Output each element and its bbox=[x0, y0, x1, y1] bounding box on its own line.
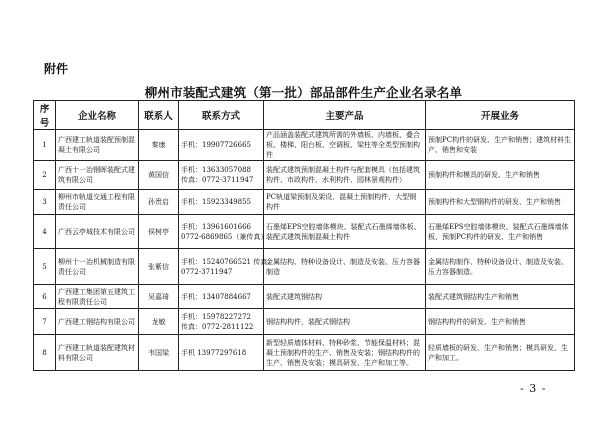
company-name: 广西建工集团第五建筑工程有限责任公司 bbox=[56, 285, 139, 309]
business-scope: 石墨烯EPS空腔墙体模块、装配式石墨烯墙体板、预制PC构件的研发、生产和销售 bbox=[426, 215, 575, 249]
contact-info bbox=[179, 190, 264, 215]
contact-line: 手机：15923349855 bbox=[181, 198, 251, 206]
main-products: 装配式建筑钢结构 bbox=[264, 285, 426, 309]
row-number: 3 bbox=[34, 190, 56, 215]
business-scope: 预制构件和大型钢构件的研发、生产和销售 bbox=[426, 190, 575, 215]
table-header-row bbox=[34, 101, 575, 130]
company-name: 柳州十一冶机械制造有限责任公司 bbox=[56, 249, 139, 285]
table-row bbox=[34, 249, 575, 285]
contact-info bbox=[179, 130, 264, 161]
contact-line: 手机 13977297618 bbox=[181, 348, 247, 357]
business-scope: 预制PC构件的研发、生产和销售；建筑材料生产、销售和安装 bbox=[426, 130, 575, 161]
contact-line: 手机：13407884667 bbox=[181, 292, 251, 301]
contact-line: 0772-6869865（兼传真） bbox=[181, 232, 268, 241]
row-number: 6 bbox=[34, 285, 56, 309]
row-number: 7 bbox=[34, 309, 56, 335]
table-row bbox=[34, 161, 575, 190]
contact-info bbox=[179, 335, 264, 371]
row-number: 4 bbox=[34, 215, 56, 249]
contact-person: 侯树亭 bbox=[139, 215, 179, 249]
header-no: 序号 bbox=[34, 101, 56, 130]
header-person: 联系人 bbox=[139, 101, 179, 130]
header-contact: 联系方式 bbox=[179, 101, 264, 130]
attachment-label: 附件 bbox=[44, 62, 69, 76]
header-products: 主要产品 bbox=[264, 101, 426, 130]
business-scope: 装配式建筑钢结构生产和销售 bbox=[426, 285, 575, 309]
main-products: 钢结构构件，装配式钢结构 bbox=[264, 309, 426, 335]
company-name: 广西建工轨道装配预制混凝土有限公司 bbox=[56, 130, 139, 161]
contact-line: 手机：13633057088 bbox=[181, 166, 251, 174]
contact-line: 传真：0772-2811122 bbox=[181, 322, 254, 331]
company-name: 广西建工轨道装配建筑材料有限公司 bbox=[56, 335, 139, 371]
contact-line: 手机：15240766521 传真： bbox=[181, 257, 275, 266]
contact-info bbox=[179, 309, 264, 335]
business-scope: 轻质墙板的研发、生产和销售；模具研发、生产和加工。 bbox=[426, 335, 575, 371]
contact-info bbox=[179, 285, 264, 309]
contact-line: 手机：19907726665 bbox=[181, 141, 251, 149]
contact-info bbox=[179, 161, 264, 190]
contact-person: 黄国信 bbox=[139, 161, 179, 190]
enterprise-table bbox=[33, 100, 575, 371]
contact-line: 传真：0772-3711947 bbox=[181, 176, 254, 184]
row-number: 2 bbox=[34, 161, 56, 190]
contact-person: 孙贵启 bbox=[139, 190, 179, 215]
contact-person: 龙敏 bbox=[139, 309, 179, 335]
contact-line: 手机：13961601666 bbox=[181, 222, 251, 231]
business-scope: 钢结构构件的研发、生产和销售 bbox=[426, 309, 575, 335]
main-products: PC轨道梁预制及架设、混凝土预制构件、大型钢构件 bbox=[264, 190, 426, 215]
business-scope: 金属结构制作、特种设备设计、制造及安装、压力容器制造。 bbox=[426, 249, 575, 285]
document-title: 柳州市装配式建筑（第一批）部品部件生产企业名录名单 bbox=[144, 85, 463, 100]
main-products: 产品涵盖装配式建筑所需的外墙板、内墙板、叠合板、楼梯、阳台板、空调板、梁柱等全类型预制构件 bbox=[264, 130, 426, 161]
company-name: 广西建工钢结构有限公司 bbox=[56, 309, 139, 335]
company-name: 广西云亭城技术有限公司 bbox=[56, 215, 139, 249]
row-number: 8 bbox=[34, 335, 56, 371]
contact-line: 手机：15978227272 bbox=[181, 312, 251, 321]
contact-person: 韦国梁 bbox=[139, 335, 179, 371]
contact-person: 张紫信 bbox=[139, 249, 179, 285]
contact-person: 吴嘉琦 bbox=[139, 285, 179, 309]
business-scope: 预制构件和模具的研发、生产和销售 bbox=[426, 161, 575, 190]
table-row bbox=[34, 335, 575, 371]
row-number: 1 bbox=[34, 130, 56, 161]
table-row bbox=[34, 309, 575, 335]
header-company: 企业名称 bbox=[56, 101, 139, 130]
main-products: 金属结构、特种设备设计、制造及安装、压力容器制造 bbox=[264, 249, 426, 285]
main-products: 新型轻质墙体材料、特种砂浆、节能保温材料；混凝土预制构件的生产、销售及安装；钢结构构件的生产、销售及安装；模具研发、生产和加工等。 bbox=[264, 335, 426, 371]
contact-line: 0772-3711947 bbox=[181, 267, 233, 276]
page-number: - 3 - bbox=[520, 382, 547, 395]
company-name: 柳州市轨道交通工程有限责任公司 bbox=[56, 190, 139, 215]
contact-info bbox=[179, 249, 275, 285]
contact-info bbox=[179, 215, 268, 249]
main-products: 装配式建筑预制混凝土构件与配套模具（包括建筑构件、市政构件、水利构件、园林景观构件） bbox=[264, 161, 426, 190]
table-row bbox=[34, 215, 575, 249]
table-row bbox=[34, 285, 575, 309]
main-products: 石墨烯EPS空腔墙体模块、装配式石墨烯墙体板、装配式建筑预制混凝土构件 bbox=[264, 215, 426, 249]
header-business: 开展业务 bbox=[426, 101, 575, 130]
contact-person: 秦康 bbox=[139, 130, 179, 161]
row-number: 5 bbox=[34, 249, 56, 285]
table-row bbox=[34, 130, 575, 161]
table-row bbox=[34, 190, 575, 215]
company-name: 广西十一冶钢晖装配式建筑有限公司 bbox=[56, 161, 139, 190]
